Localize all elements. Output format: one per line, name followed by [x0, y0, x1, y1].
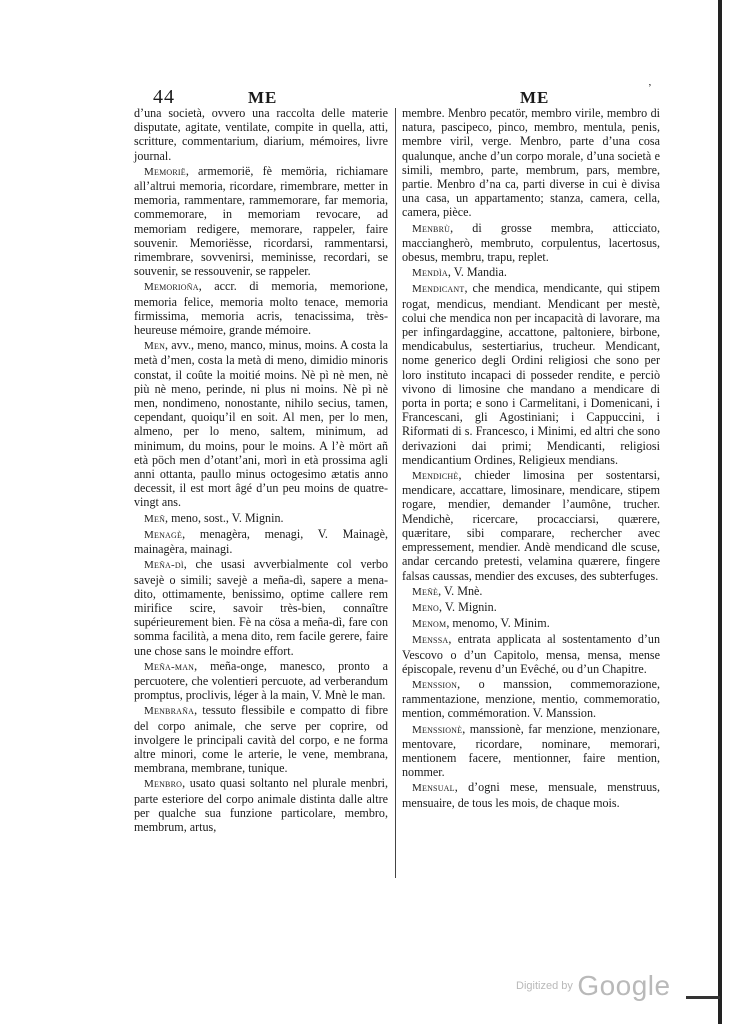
entry-text: , V. Mnè.: [438, 583, 483, 598]
entry-headword: Menssa: [412, 634, 449, 647]
dictionary-entry: [402, 584, 660, 599]
left-column: [134, 106, 388, 835]
entry-text: d’una società, ovvero una raccolta delle materie disputate, agitate, ventilate, compite in quella, atti, scritture, commentarium, diarium, mémoires, livre journal.: [134, 106, 388, 163]
watermark-logo: Google: [577, 970, 671, 1001]
dictionary-entry: [402, 632, 660, 676]
entry-text: , V. Mandia.: [447, 265, 507, 280]
entry-text: , meña-onge, manesco, pronto a percuotere, che volentieri percuote, ad verberandum promptus, proclivis, léger à la main, V. Mnè le man.: [134, 658, 388, 703]
dictionary-entry: [402, 600, 660, 615]
entry-headword: Menssion: [412, 678, 458, 691]
dictionary-entry: [134, 776, 388, 834]
running-head-right: ME: [520, 88, 550, 107]
entry-headword: Meno: [412, 601, 440, 614]
dictionary-entry: [402, 265, 660, 280]
entry-text: , V. Mignin.: [439, 599, 497, 614]
entry-headword: Menbro: [144, 778, 183, 791]
entry-headword: Meñ: [144, 512, 166, 525]
dictionary-entry: [134, 527, 388, 556]
entry-text: membre. Menbro pecatör, membro virile, membro di natura, pascipeco, pinco, membro, mentula, penis, membre viril, verge. Menbro, parte d’una cosa qualunque, anche d’un corpo morale, d’una società e simili, membro, parte, membrum, pars, membre, partie. Menbro d’na ca, parti diverse in cui è divisa una casa, un appartamento; stanza, camera, cella, camera, pièce.: [402, 106, 660, 220]
dictionary-entry: [134, 164, 388, 279]
entry-headword: Mensual: [412, 782, 455, 795]
dictionary-entry: [134, 279, 388, 337]
entry-headword: Menbrù: [412, 222, 451, 235]
entry-text: , chieder limosina per sostentarsi, mendicare, accattare, limosinare, mendicare, stipem rogare, mendier, demander l’aumône, trucher. Mendichè, ricercare, procacciarsi, quærere, quæritare, sibi comparare, rechercher avec empressement, mendier. Andè mendicand dle scuse, andar cercando pretesti, velamina quærere, fingere falsas caussas, mendier des excuses, des subterfuges.: [402, 468, 660, 583]
entry-headword: Mendichè: [412, 470, 459, 483]
column-divider: [395, 108, 396, 878]
dictionary-entry: [134, 511, 388, 526]
entry-headword: Menssionè: [412, 723, 463, 736]
entry-headword: Meñè: [412, 585, 439, 598]
dictionary-entry: [402, 616, 660, 631]
entry-headword: Memorioña: [144, 281, 199, 294]
entry-text: , d’ogni mese, mensuale, menstruus, mensuaire, de tous les mois, de chaque mois.: [402, 780, 660, 810]
entry-headword: Men: [144, 340, 166, 353]
entry-text: , usato quasi soltanto nel plurale menbri, parte esteriore del corpo animale distinta dalle altre per qualche sua funzione particolare, membro, membrum, artus,: [134, 776, 388, 834]
entry-text: , menagèra, menagi, V. Mainagè, mainagèra, mainagi.: [134, 526, 388, 557]
entry-text: , di grosse membra, atticciato, macciangherò, membruto, corpulentus, lacertosus, obesus, membru, trapu, replet.: [402, 220, 660, 265]
dictionary-entry: [134, 557, 388, 657]
entry-text: , menomo, V. Minim.: [446, 616, 550, 631]
entry-text: , armemorië, fè memöria, richiamare all’altrui memoria, ricordare, rimembrare, metter in memoria, rammentare, rammemorare, far memoria, commemorare, in memoriam revocare, ad memoriam redigere, memorare, rappeler, faire souvenir. Memoriësse, ricordarsi, rammentarsi, rimembrare, sovvenirsi, meminisse, recordari, se souvenir, se ressouvenir, se rappeler.: [134, 163, 388, 279]
entry-headword: Menbraña: [144, 705, 195, 718]
dictionary-entry: [134, 659, 388, 703]
dictionary-entry: [402, 106, 660, 220]
margin-mark: ʼ: [648, 82, 652, 94]
dictionary-entry: [134, 338, 388, 509]
running-head-left: ME: [248, 88, 278, 107]
dictionary-entry: [402, 281, 660, 467]
dictionary-entry: [134, 703, 388, 775]
dictionary-entry: [402, 722, 660, 780]
entry-headword: Meña-dì: [144, 559, 184, 572]
entry-text: , manssionè, far menzione, menzionare, mentovare, ricordare, nominare, memorari, mentionem facere, mentionner, faire mention, nommer.: [402, 721, 660, 780]
watermark-small: Digitized by: [516, 980, 573, 992]
entry-headword: Meña-man: [144, 660, 195, 673]
digitized-watermark: [516, 970, 671, 1002]
entry-headword: Menom: [412, 618, 447, 631]
right-column: [402, 106, 660, 811]
page-number: 44: [153, 86, 175, 108]
entry-text: , accr. di memoria, memorione, memoria felice, memoria molto tenace, memoria firmissima, memoria acris, tenacissima, très-heureuse mémoire, grande mémoire.: [134, 279, 388, 338]
entry-headword: Mendìa: [412, 267, 448, 280]
entry-text: , entrata applicata al sostentamento d’un Vescovo o d’un Capitolo, mensa, mensa, mense épiscopale, revenu d’un Evêché, ou d’un Chapitre.: [402, 632, 660, 676]
entry-headword: Memorië: [144, 165, 186, 178]
dictionary-entry: [134, 106, 388, 163]
page-edge: [718, 0, 722, 1024]
entry-headword: Menagè: [144, 528, 183, 541]
dictionary-entry: [402, 780, 660, 809]
entry-text: , o manssion, commemorazione, rammentazione, menzione, mentio, commemoratio, mention, commémoration. V. Manssion.: [402, 676, 660, 721]
entry-text: , avv., meno, manco, minus, moins. A costa la metà d’men, costa la metà di meno, dimidio minoris constat, il coûte la moitié moins. Nè pì nè men, nè più nè meno, perinde, ni plus ni moins. Nè pì nè men, nondimeno, nonostante, nihilo secius, tamen, cependant, quoiqu’il en soit. Al men, per lo men, almeno, per lo meno, saltem, minimum, ad minimum, du moins, pour le moins. A l’è mört añ età pöch men d’otant’ani, morì in età prossima agli anni ottanta, paullo minus octogesimo ætatis anno decessit, il est mort âgé d’un peu moins de quatre-vingt ans.: [134, 338, 388, 510]
edge-mark: [686, 996, 720, 999]
dictionary-entry: [402, 677, 660, 721]
entry-text: , tessuto flessibile e compatto di fibre del corpo animale, che serve per coprire, od involgere le principali cavità del corpo, e ne forma altre minori, come le arterie, le vene, membrana, membrana, membrane, tunique.: [134, 703, 388, 776]
dictionary-entry: [402, 221, 660, 265]
dictionary-entry: [402, 468, 660, 583]
entry-text: , che usasi avverbialmente col verbo savejè o simili; savejè a meña-dì, sapere a mena-dito, ottimamente, benissimo, optime callere rem mirifice scire, savoir très-bien, connaître supérieurement bien. Fè na cösa a meña-dì, fare con somma facilità, a mena dito, rem facile gerere, faire une chose sans le moindre effort.: [134, 557, 388, 658]
entry-headword: Mendicant: [412, 283, 465, 296]
entry-text: , meno, sost., V. Mignin.: [165, 510, 284, 525]
entry-text: , che mendica, mendicante, qui stipem rogat, mendicus, mendiant. Mendicant per mestè, colui che mendica non per incapacità di lavorare, ma per infingardaggine, accattone, paltoniere, birbone, mendicabulus, sestertiarius, trucheur. Mendicant, nome generico degli Ordini religiosi che sono per loro instituto incapaci di posseder rendite, e perciò vivono di limosine che mandano a mendicare di porta in porta; e sono i Carmelitani, i Domenicani, i Francescani, gli Agostiniani; i Cappuccini, i Riformati di s. Francesco, i Minimi, ed altri che sono derivazioni dai primi; Mendicanti, religiosi mendicantium Ordines, Religieux mendians.: [402, 281, 660, 467]
